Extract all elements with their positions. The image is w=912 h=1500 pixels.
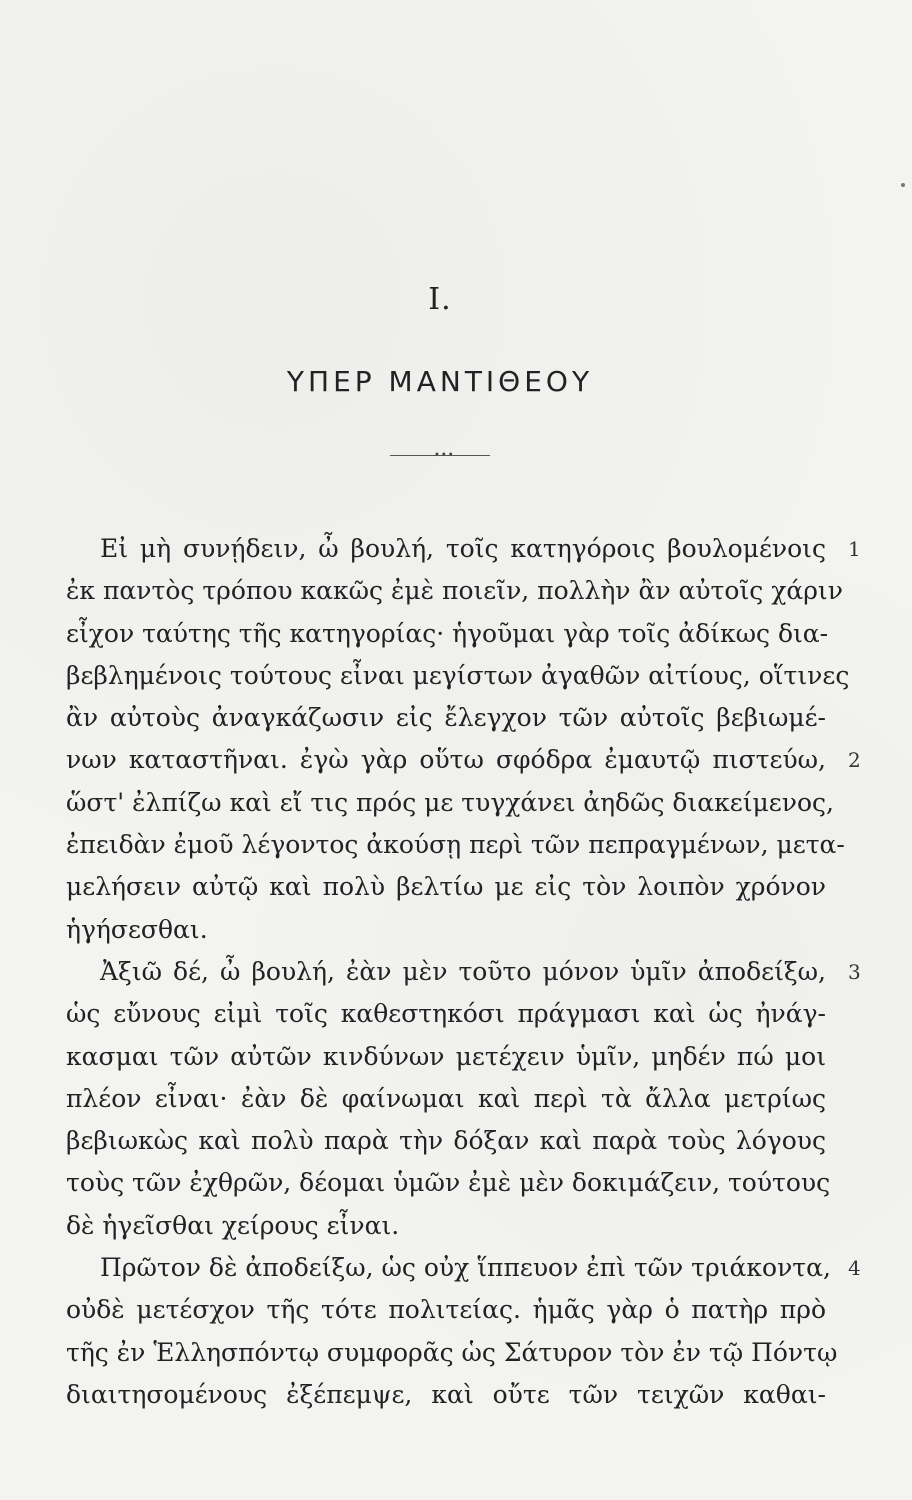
section-number: 3 (848, 959, 861, 984)
line-text: νων καταστῆναι. ἐγὼ γὰρ οὕτω σφόδρα ἐμαυτῷ πιστεύω, (66, 745, 826, 775)
line-text: μελήσειν αὐτῷ καὶ πολὺ βελτίω με εἰς τὸν λοιπὸν χρόνον (66, 872, 826, 902)
line-text: βεβλημένοις τούτους εἶναι μεγίστων ἀγαθῶν αἰτίους, οἵτινες (66, 660, 850, 690)
text-line (66, 824, 845, 866)
line-text: δὲ ἡγεῖσθαι χείρους εἶναι. (66, 1210, 400, 1240)
text-line (66, 655, 850, 697)
text-line (66, 782, 834, 824)
line-text: ἂν αὐτοὺς ἀναγκάζωσιν εἰς ἔλεγχον τῶν αὐτοῖς βεβιωμέ- (66, 703, 826, 733)
text-line (66, 613, 829, 655)
text-line (66, 1120, 826, 1162)
line-text: Πρῶτον δὲ ἀποδείξω, ὡς οὐχ ἵππευον ἐπὶ τῶν τριάκοντα, (100, 1253, 831, 1283)
text-line (66, 909, 826, 951)
section-number: 4 (848, 1256, 861, 1281)
line-text: Ἀξιῶ δέ, ὦ βουλή, ἐὰν μὲν τοῦτο μόνον ὑμῖν ἀποδείξω, (100, 956, 826, 986)
text-line (66, 528, 861, 570)
line-text: ἡγήσεσθαι. (66, 914, 208, 944)
line-text: τῆς ἐν Ἑλλησπόντῳ συμφορᾶς ὡς Σάτυρον τὸν ἐν τῷ Πόντῳ (66, 1337, 838, 1367)
line-text: τοὺς τῶν ἐχθρῶν, δέομαι ὑμῶν ἐμὲ μὲν δοκιμάζειν, τούτους (66, 1168, 831, 1198)
chapter-number: I. (428, 282, 452, 317)
text-line (66, 570, 843, 612)
line-text: πλέον εἶναι· ἐὰν δὲ φαίνωμαι καὶ περὶ τὰ ἄλλα μετρίως (66, 1083, 826, 1113)
text-line (66, 951, 861, 993)
text-line (66, 1374, 826, 1416)
text-line (66, 993, 826, 1035)
line-text: βεβιωκὼς καὶ πολὺ παρὰ τὴν δόξαν καὶ παρὰ τοὺς λόγους (66, 1126, 826, 1156)
line-text: ἐκ παντὸς τρόπου κακῶς ἐμὲ ποιεῖν, πολλὴν ἂν αὐτοῖς χάριν (66, 576, 843, 606)
section-number: 2 (848, 748, 861, 773)
paper-speck (901, 183, 905, 187)
main-text (66, 528, 861, 1416)
text-line (66, 1205, 826, 1247)
text-line (66, 697, 826, 739)
section-number: 1 (848, 537, 861, 561)
text-line (66, 739, 861, 781)
text-line (66, 1078, 826, 1120)
speech-title: ΥΠΕΡ ΜΑΝΤΙΘΕΟΥ (286, 365, 594, 398)
line-text: κασμαι τῶν αὐτῶν κινδύνων μετέχειν ὑμῖν, μηδέν πώ μοι (66, 1041, 826, 1071)
text-line (66, 1036, 826, 1078)
text-line (66, 1332, 838, 1374)
line-text: Εἰ μὴ συνῄδειν, ὦ βουλή, τοῖς κατηγόροις βουλομένοις (100, 534, 826, 563)
text-line (66, 866, 826, 908)
text-line (66, 1247, 861, 1289)
line-text: εἶχον ταύτης τῆς κατηγορίας· ἡγοῦμαι γὰρ τοῖς ἀδίκως δια- (66, 618, 829, 648)
line-text: ὥστ' ἐλπίζω καὶ εἴ τις πρός με τυγχάνει ἀηδῶς διακείμενος, (66, 787, 834, 817)
text-line (66, 1162, 831, 1204)
line-text: ὡς εὔνους εἰμὶ τοῖς καθεστηκόσι πράγμασι καὶ ὡς ἠνάγ- (66, 999, 826, 1029)
text-line (66, 1289, 826, 1331)
line-text: διαιτησομένους ἐξέπεμψε, καὶ οὔτε τῶν τειχῶν καθαι- (66, 1379, 826, 1409)
line-text: ἐπειδὰν ἐμοῦ λέγοντος ἀκούσῃ περὶ τῶν πεπραγμένων, μετα- (66, 830, 845, 860)
divider-ornament: ••• (434, 450, 455, 461)
line-text: οὐδὲ μετέσχον τῆς τότε πολιτείας. ἡμᾶς γὰρ ὁ πατὴρ πρὸ (66, 1295, 826, 1325)
